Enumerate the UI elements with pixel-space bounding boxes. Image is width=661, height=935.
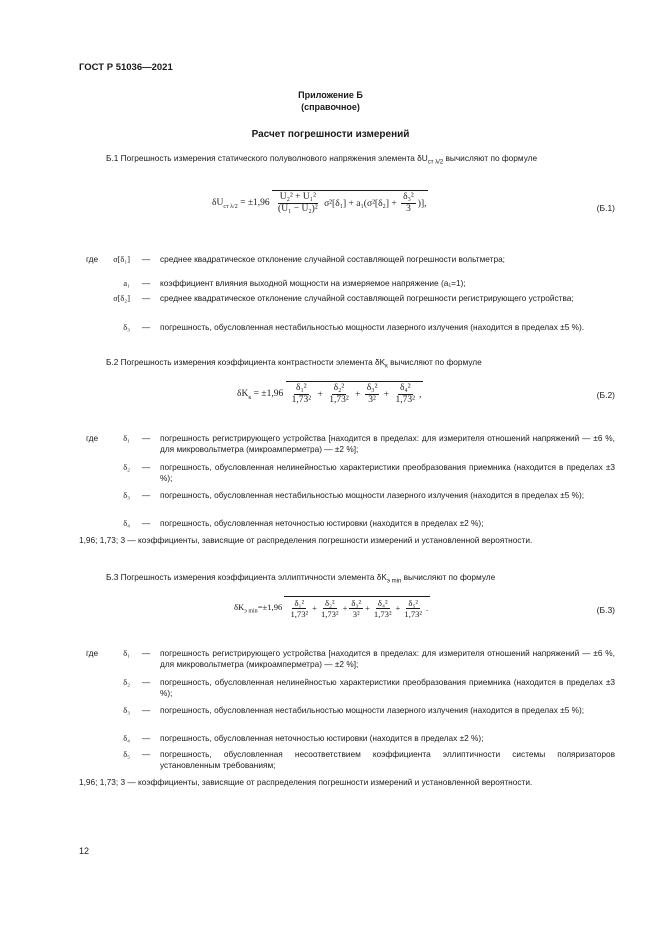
b1-frac-den: (U₁ − U₂)² [278,204,318,215]
section-title: Расчет погрешности измерений [251,129,410,140]
b3-frac-4 [372,598,394,620]
b3-lhs: δK [234,601,245,612]
b3-frac-3-den: 3² [352,609,360,620]
b3-plus-2: + [342,602,348,613]
b1-def-sym-3: σ[δ₂] [113,294,130,303]
b1-close: )], [417,199,427,210]
b1-intro [79,153,615,167]
document-header: ГОСТ Р 51036—2021 [79,62,173,73]
b3-def-sym-5: δ₅ [123,750,130,759]
b1-intro-text: Б.1 Погрешность измерения статического полуволнового напряжения элемента δU [106,153,428,163]
b2-def-dash-4: — [141,518,151,528]
b2-frac-1 [290,383,313,407]
b3-frac-3 [349,598,363,620]
formula-b1 [212,190,428,216]
b1-def-text-4: погрешность, обусловленная нестабильностью мощности лазерного излучения (находится в пределах ±5 %). [160,322,585,332]
b1-frac-d3-den: 3 [406,204,411,215]
b3-lhs-sub: э min [244,608,258,615]
b2-intro-end: вычисляют по формуле [387,357,482,367]
b2-def-sym-4: δ₄ [123,519,130,528]
b2-lhs-sub: к [248,394,252,401]
b3-plus-1: + [312,602,317,613]
b3-intro-text: Б.3 Погрешность измерения коэффициента эллиптичности элемента δK [106,572,387,582]
b2-comma: , [419,390,422,401]
b3-def-dash-2: — [141,677,151,687]
b3-def-text-1: погрешность регистрирующего устройства [находится в пределах: для измерителя отношений напряжений — ±6 %, для микровольтметра (микроамперметра) — ±2 %]; [160,648,615,670]
b2-eq: = ±1,96 [251,389,284,400]
b3-frac-3-num: δ₃² [351,598,362,608]
b2-def-sym-2: δ₂ [123,463,130,472]
b3-frac-4-num: δ₄² [377,598,388,608]
b2-def-sym-3: δ₃ [123,491,130,500]
b3-intro [79,572,615,586]
b3-def-sym-2: δ₂ [123,678,130,687]
b3-def-sym-1: δ₁ [123,649,130,658]
b3-eq: =±1,96 [257,601,283,612]
b3-def-sym-4: δ₄ [123,734,130,743]
b2-def-dash-1: — [141,433,151,443]
b2-def-dash-2: — [141,462,151,472]
formula-b2 [237,381,423,407]
b1-def-text-3: среднее квадратическое отклонение случайной составляющей погрешности регистрирующего устройства; [160,293,574,303]
page-number: 12 [79,846,90,856]
b3-frac-2 [319,598,341,620]
b3-def-text-5: погрешность, обусловленная несоответствием коэффициента эллиптичности системы поляризаторов установленным требованиям; [160,749,615,771]
b1-def-dash-1: — [141,254,151,264]
b1-frac-num: U₂² + U₁² [278,192,318,204]
b1-def-text-2: коэффициент влияния выходной мощности на измеряемое напряжение (a₁=1); [160,278,466,288]
b1-lhs-sub: ст λ/2 [223,203,238,210]
b3-frac-2-den: 1,73² [320,609,339,620]
b3-period: . [426,602,429,613]
b3-plus-3: + [365,602,370,613]
formula-b3 [234,596,430,620]
b3-frac-1-num: δ₁² [294,598,305,608]
b1-def-sym-2: a₁ [123,279,130,288]
b1-tail: σ²[δ₁] + a₁(σ²[δ₂] + [324,199,397,210]
formula-b2-number: (Б.2) [596,390,615,400]
b3-intro-sub: э min [386,578,402,585]
formula-b3-number: (Б.3) [596,605,615,615]
b3-frac-2-num: δ₂² [324,598,335,608]
b2-def-text-2: погрешность, обусловленная нелинейностью характеристики преобразования приемника (находится в пределах ±3 %); [160,462,615,484]
b1-eq: = ±1,96 [237,198,270,209]
b3-frac-4-den: 1,73² [373,609,392,620]
b2-frac-3-den: 3² [368,395,376,406]
b3-def-dash-5: — [141,749,151,759]
b2-def-dash-3: — [141,490,151,500]
b2-lhs: δK [237,389,249,400]
b1-intro-end: вычисляют по формуле [443,153,538,163]
b2-intro [79,357,615,371]
b3-intro-end: вычисляют по формуле [401,572,496,582]
b3-plus-4: + [395,602,401,613]
b3-coef-note: 1,96; 1,73; 3 — коэффициенты, зависящие от распределения погрешности измерений и установленной вероятности. [79,777,533,787]
b3-frac-5 [402,598,424,620]
b3-def-text-4: погрешность, обусловленная неточностью юстировки (находится в пределах ±2 %); [160,733,484,743]
b1-def-sym-1: σ[δ₁] [113,255,130,264]
b3-frac-5-den: 1,73² [404,609,423,620]
b2-intro-sub: к [385,363,388,370]
b1-frac-d3-num: δ₃² [401,192,416,204]
b2-def-text-1: погрешность регистрирующего устройства [находится в пределах: для измерителя отношений напряжений — ±6 %, для микровольтметра (микроамперметра) — ±2 %]; [160,433,615,455]
b2-frac-2-num: δ₂² [332,383,347,395]
b2-plus-2: + [355,390,361,401]
b3-def-sym-3: δ₃ [123,706,130,715]
b2-frac-4-den: 1,73² [395,395,416,406]
b2-where: где [86,433,99,443]
b3-frac-5-num: δ₅² [408,598,419,608]
b3-def-dash-4: — [141,733,151,743]
b2-intro-text: Б.2 Погрешность измерения коэффициента контрастности элемента δK [106,357,386,367]
b1-where: где [86,254,99,264]
b3-def-text-2: погрешность, обусловленная нелинейностью характеристики преобразования приемника (находится в пределах ±3 %); [160,677,615,699]
b2-def-sym-1: δ₁ [123,434,130,443]
b2-def-text-3: погрешность, обусловленная нестабильностью мощности лазерного излучения (находится в пределах ±5 %); [160,490,585,500]
b2-plus-3: + [383,390,390,401]
b3-def-dash-1: — [141,648,151,658]
annex-title: Приложение Б [298,90,363,100]
b3-frac-1 [288,598,310,620]
b2-frac-1-den: 1,73² [291,395,312,406]
b1-sqrt [272,190,428,216]
b2-frac-2 [327,383,350,407]
b1-frac-d3 [401,192,416,216]
b1-def-sym-4: δ₃ [123,323,130,332]
b1-def-dash-4: — [141,322,151,332]
b2-frac-4 [394,383,417,407]
b1-intro-sub: ст λ/2 [427,159,444,166]
b2-plus-1: + [317,390,323,401]
b3-def-dash-3: — [141,705,151,715]
b2-coef-note: 1,96; 1,73; 3 — коэффициенты, зависящие от распределения погрешности измерений и установленной вероятности. [79,535,533,545]
b2-frac-3 [365,383,380,407]
b1-def-dash-2: — [141,278,151,288]
b1-lhs: δU [212,198,224,209]
b2-frac-3-num: δ₃² [365,383,380,395]
b2-def-text-4: погрешность, обусловленная неточностью юстировки (находится в пределах ±2 %); [160,518,484,528]
annex-type: (справочное) [301,102,360,112]
b1-def-text-1: среднее квадратическое отклонение случайной составляющей погрешности вольтметра; [160,254,505,264]
b3-sqrt [284,596,430,620]
b1-frac-u [276,192,320,216]
b1-def-dash-3: — [141,293,151,303]
b2-frac-2-den: 1,73² [329,395,349,406]
b2-frac-1-num: δ₁² [294,383,309,395]
b2-sqrt [286,381,424,407]
b3-where: где [86,648,99,658]
b2-frac-4-num: δ₄² [398,383,413,395]
formula-b1-number: (Б.1) [596,203,615,213]
b3-frac-1-den: 1,73² [290,609,309,620]
b3-def-text-3: погрешность, обусловленная нестабильностью мощности лазерного излучения (находится в пределах ±5 %); [160,705,585,715]
